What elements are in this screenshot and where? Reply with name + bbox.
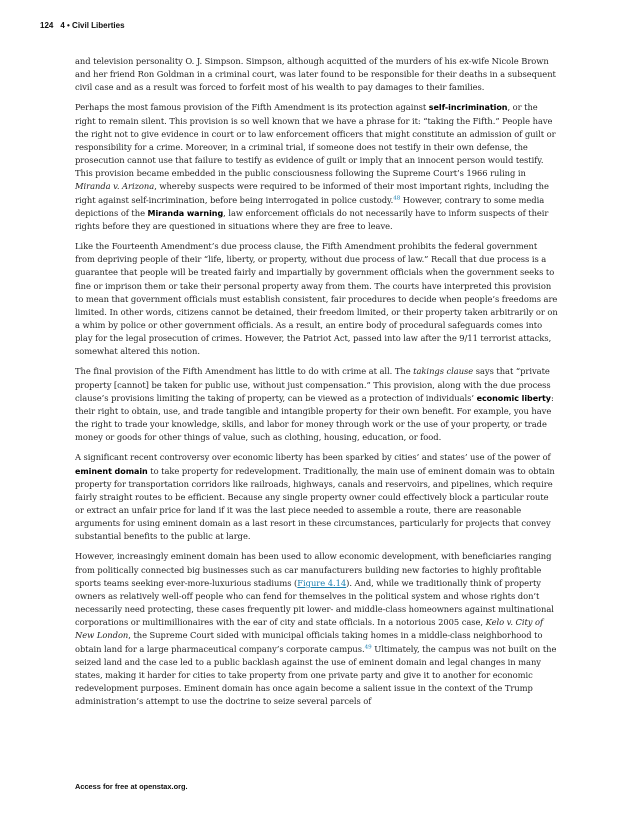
key-term-eminent-domain: eminent domain	[75, 466, 148, 476]
p6-text-b: ). And, while we traditionally think of property owners as relatively well-off people who can fend for themselves in the political system and whose rights don’t necessarily need protecting, these cases frequently pit lower- and middle-class homeowners against multinational corporations or multimillionaires with the ear of city and state officials. In a notorious 2005 case,	[75, 577, 554, 628]
p4-text-a: The final provision of the Fifth Amendment has little to do with crime at all. The	[75, 366, 414, 377]
paragraph-2	[75, 101, 559, 233]
paragraph-6	[75, 550, 559, 708]
p5-text-a: A significant recent controversy over economic liberty has been sparked by cities’ and states’ use of the power of	[75, 452, 551, 463]
p2-text-c: , whereby suspects were required to be informed of their most important rights, including the right against self-incrimination, before being interrogated in police custody.	[75, 181, 549, 205]
figure-4-14-link[interactable]: Figure 4.14	[297, 577, 347, 588]
term-takings-clause: takings clause	[413, 366, 474, 377]
p2-text-d: However, contrary to some media depictions of the	[75, 194, 545, 218]
p6-text-c: , the Supreme Court sided with municipal officials taking homes in a middle-class neighborhood to obtain land for a large pharmaceutical company’s corporate campus.	[75, 630, 543, 654]
paragraph-4	[75, 365, 559, 444]
key-term-self-incrimination: self-incrimination	[428, 103, 508, 113]
footnote-49-link[interactable]: 49	[364, 644, 372, 651]
p4-text-b: says that “private property [cannot] be taken for public use, without just compensation.” This provision, along with the due process clause’s provisions limiting the taking of property, can be viewed as a protection of individuals’	[75, 366, 551, 403]
p2-text-e: , law enforcement officials do not necessarily have to inform suspects of their rights before they are questioned in situations where they are free to leave.	[75, 207, 549, 231]
page-number: 124	[40, 21, 54, 30]
main-content	[75, 55, 559, 715]
footnote-48-link[interactable]: 48	[393, 195, 401, 202]
chapter-title: 4 • Civil Liberties	[60, 21, 125, 30]
p6-text-a: However, increasingly eminent domain has been used to allow economic development, with beneficiaries ranging from politically connected big businesses such as car manufacturers building new factories to highly profitable sports teams seeking ever-more-luxurious stadiums (	[75, 551, 552, 588]
p5-text-b: to take property for redevelopment. Traditionally, the main use of eminent domain was to obtain property for transportation corridors like railroads, highways, canals and reservoirs, and pipelines, which require fairly straight routes to be efficient. Because any single property owner could effectively block a particular route or extract an unfair price for land if it was the last piece needed to assemble a route, there are reasonable arguments for using eminent domain as a last resort in these circumstances, particularly for projects that convey substantial benefits to the public at large.	[75, 465, 555, 542]
p6-text-d: Ultimately, the campus was not built on the seized land and the case led to a public backlash against the use of eminent domain and legal changes in many states, making it harder for cities to take property from one private party and give it to another for economic redevelopment purposes. Eminent domain has once again become a salient issue in the context of the Trump administration’s attempt to use the doctrine to seize several parcels of	[75, 643, 557, 707]
p4-text-c: : their right to obtain, use, and trade tangible and intangible property for their own benefit. For example, you have the right to trade your knowledge, skills, and labor for money through work or the use of your property, or trade money or goods for other things of value, such as clothing, housing, education, or food.	[75, 392, 554, 443]
case-name-miranda: Miranda v. Arizona	[75, 181, 155, 192]
paragraph-3	[75, 240, 559, 358]
p2-text-b: , or the right to remain silent. This provision is so well known that we have a phrase for it: “taking the Fifth.” People have the right not to give evidence in court or to law enforcement officers that might constitute an admission of guilt or responsibility for a crime. Moreover, in a criminal trial, if someone does not testify in their own defense, the prosecution cannot use that failure to testify as evidence of guilt or imply that an innocent person would testify. This provision became embedded in the public consciousness following the Supreme Court’s 1966 ruling in	[75, 102, 556, 179]
p2-text-a: Perhaps the most famous provision of the Fifth Amendment is its protection against	[75, 102, 429, 113]
running-header	[40, 21, 125, 30]
paragraph-1	[75, 55, 559, 94]
key-term-miranda-warning: Miranda warning	[147, 208, 224, 218]
paragraph-3-text: Like the Fourteenth Amendment’s due process clause, the Fifth Amendment prohibits the federal government from depriving people of their “life, liberty, or property, without due process of law.” Recall that due process is a guarantee that people will be treated fairly and impartially by government officials when the government seeks to fine or imprison them or take their personal property away from them. The courts have interpreted this provision to mean that government officials must establish consistent, fair procedures to decide when people’s freedoms are limited. In other words, citizens cannot be detained, their freedom limited, or their property taken arbitrarily or on a whim by police or other government officials. As a result, an entire body of procedural safeguards comes into play for the legal prosecution of crimes. However, the Patriot Act, passed into law after the 9/11 terrorist attacks, somewhat altered this notion.	[75, 241, 558, 357]
paragraph-5	[75, 451, 559, 543]
paragraph-1-text: and television personality O. J. Simpson. Simpson, although acquitted of the murders of his ex-wife Nicole Brown and her friend Ron Goldman in a criminal court, was later found to be responsible for their deaths in a subsequent civil case and as a result was forced to forfeit most of his wealth to pay damages to their families.	[75, 56, 556, 93]
key-term-economic-liberty: economic liberty	[476, 393, 551, 403]
page-footer: Access for free at openstax.org.	[75, 782, 188, 791]
case-name-kelo: Kelo v. City of New London	[75, 617, 544, 641]
